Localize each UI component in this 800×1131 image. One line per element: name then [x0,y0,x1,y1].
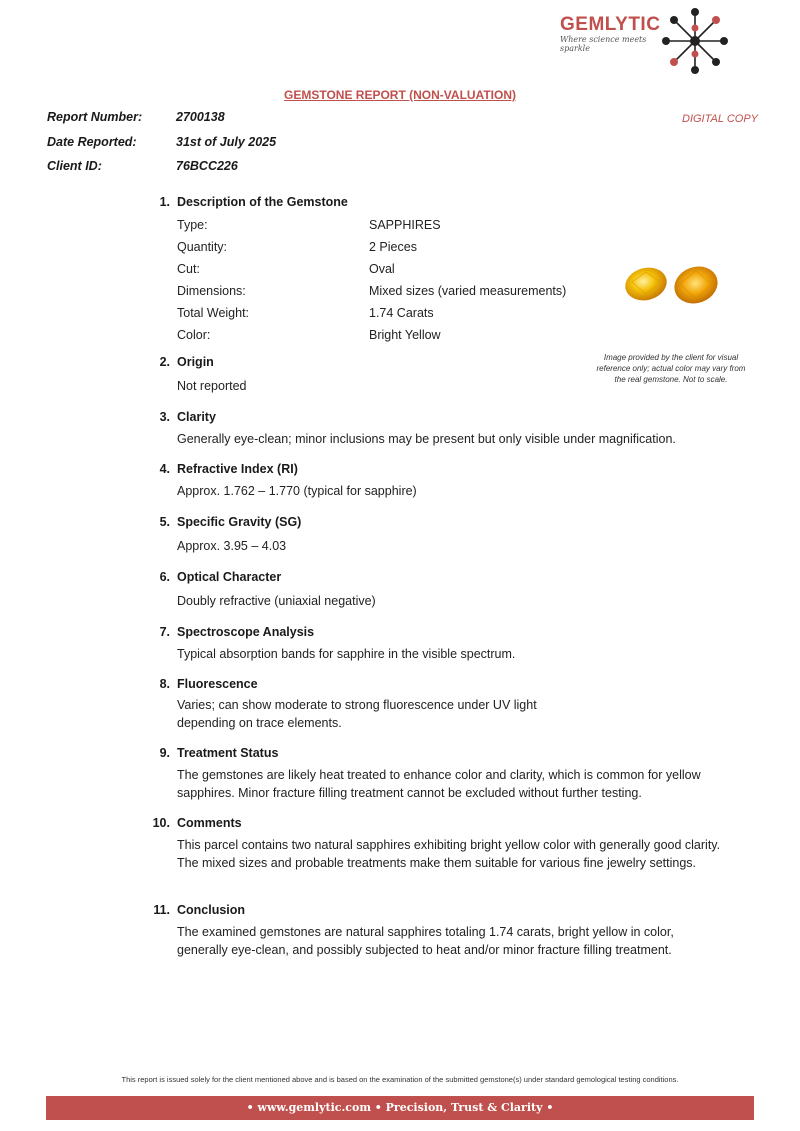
section-title-specific-gravity: Specific Gravity (SG) [177,515,302,529]
section-text-treatment: The gemstones are likely heat treated to enhance color and clarity, which is common for yellow sapphires. Minor fracture filling treatment cannot be excluded without further testing. [177,768,701,800]
desc-label: Quantity: [177,240,228,254]
section-title-comments: Comments [177,816,242,830]
section-number: 5. [159,515,170,529]
report-number-value: 2700138 [176,110,225,124]
section-title-conclusion: Conclusion [177,903,246,917]
section-text-spectroscope: Typical absorption bands for sapphire in the visible spectrum. [177,647,516,661]
desc-label: Type: [177,218,208,232]
desc-label: Color: [177,328,211,342]
section-number: 7. [159,625,170,639]
client-id-value: 76BCC226 [176,159,238,173]
section-title-optical-character: Optical Character [177,570,282,584]
desc-value: Mixed sizes (varied measurements) [369,284,567,298]
section-text-fluorescence: Varies; can show moderate to strong fluorescence under UV light depending on trace elements. [177,698,537,730]
gemstone-photo [622,262,722,310]
footer-disclaimer: This report is issued solely for the client mentioned above and is based on the examination of the submitted gemstone(s) under standard gemological testing conditions. [121,1075,679,1084]
section-title-description: Description of the Gemstone [177,195,348,209]
section-title-fluorescence: Fluorescence [177,677,258,691]
report-title: GEMSTONE REPORT (NON-VALUATION) [284,88,516,102]
section-number: 4. [159,462,170,476]
date-reported-label: Date Reported: [47,135,137,149]
desc-value: Oval [369,262,395,276]
desc-value: 2 Pieces [369,240,417,254]
date-reported-value: 31st of July 2025 [176,135,277,149]
section-number: 10. [152,816,170,830]
section-text-clarity: Generally eye-clean; minor inclusions may be present but only visible under magnification. [177,432,676,446]
desc-label: Dimensions: [177,284,246,298]
brand-block [560,14,660,53]
digital-copy-label: DIGITAL COPY [682,113,759,125]
desc-value: Bright Yellow [369,328,441,342]
section-title-spectroscope: Spectroscope Analysis [177,625,315,639]
section-number: 8. [159,677,170,691]
section-number: 9. [159,746,170,760]
section-number: 3. [159,410,170,424]
desc-value: 1.74 Carats [369,306,434,320]
section-text-conclusion: The examined gemstones are natural sapphires totaling 1.74 carats, bright yellow in color, generally eye-clean, and possibly subjected to heat and/or minor fracture filling treatment. [177,925,674,957]
section-number: 11. [153,903,170,917]
brand-tagline: Where science meets sparkle [560,35,647,53]
section-text-specific-gravity: Approx. 3.95 – 4.03 [177,539,287,553]
section-title-origin: Origin [177,355,214,369]
desc-label: Cut: [177,262,200,276]
report-number-label: Report Number: [47,110,143,124]
section-text-comments: This parcel contains two natural sapphires exhibiting bright yellow color with generally good clarity. The mixed sizes and probable treatments make them suitable for various fine jewelry settings. [177,838,721,870]
section-number: 6. [159,570,170,584]
gemlytic-logo-icon [660,6,730,76]
desc-label: Total Weight: [177,306,250,320]
section-text-origin: Not reported [177,379,247,393]
brand-name: GEMLYTIC [560,14,661,35]
section-number: 2. [159,355,170,369]
desc-value: SAPPHIRES [369,218,441,232]
section-text-refractive-index: Approx. 1.762 – 1.770 (typical for sapphire) [177,484,417,498]
footer-bar-text: • www.gemlytic.com • Precision, Trust & Clarity • [246,1101,554,1114]
section-text-optical-character: Doubly refractive (uniaxial negative) [177,594,376,608]
client-id-label: Client ID: [47,159,102,173]
section-title-refractive-index: Refractive Index (RI) [177,462,298,476]
section-number: 1. [159,195,170,209]
section-title-treatment: Treatment Status [177,746,279,760]
image-caption: Image provided by the client for visual reference only; actual color may vary from the real gemstone. Not to scale. [596,353,746,384]
section-title-clarity: Clarity [177,410,216,424]
